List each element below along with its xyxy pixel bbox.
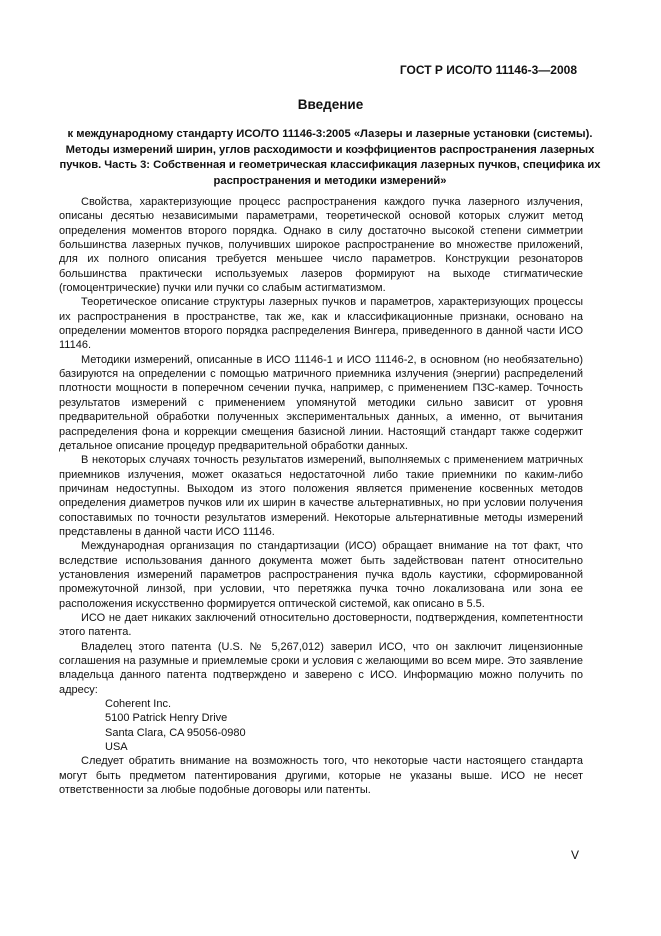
paragraph: Методики измерений, описанные в ИСО 11146-1 и ИСО 11146-2, в основном (но необязательно) базируются на определении с помощью матричного приемника излучения (энергии) распределений плотности мощности в поперечном сечении пучка, например, с применением ПЗС-камер. Точность результатов измерений с применением упомянутой методики сильно зависит от уровня предварительной обработки полученных экспериментальных данных, а именно, от вычитания распределения фона и коррекции смещения базисной линии. Настоящий стандарт также содержит детальное описание процедур предварительной обработки данных. <box>59 353 583 452</box>
paragraph: ИСО не дает никаких заключений относительно достоверности, подтверждения, компетентности этого патента. <box>59 611 583 639</box>
paragraph: Владелец этого патента (U.S. № 5,267,012) заверил ИСО, что он заключит лицензионные соглашения на разумные и приемлемые сроки и условия с желающими во всем мире. Это заявление владельца данного патента подтверждено и заверено с ИСО. Информацию можно получить по адресу: <box>59 640 583 696</box>
address-line: Coherent Inc. <box>105 698 172 711</box>
address-line: Santa Clara, CA 95056-0980 <box>105 726 246 739</box>
paragraph: Следует обратить внимание на возможность того, что некоторые части настоящего стандарта могут быть предметом патентирования другими, которые не указаны выше. ИСО не несет ответственности за любые подобные договоры или патенты. <box>59 755 583 797</box>
document-header: ГОСТ Р ИСО/ТО 11146-3—2008 <box>399 63 577 77</box>
paragraph: Теоретическое описание структуры лазерных пучков и параметров, характеризующих процессы их распространения в пространстве, так же, как и классификационные признаки, основано на определении моментов второго порядка распределения Вингера, приведенного в данной части ИСО 11146. <box>59 296 583 352</box>
address-line: USA <box>105 741 128 754</box>
paragraph: Свойства, характеризующие процесс распространения каждого пучка лазерного излучения, описаны десятью независимыми параметрами, теоретической основой которых служит метод определения моментов второго порядка. Однако в силу достаточно высокой степени симметрии большинства лазерных пучков, получивших широкое распространение во множестве приложений, для их полного описания требуется меньшее число параметров. Конструкции резонаторов большинства практически используемых лазеров формируют на выходе стигматические (гомоцентрические) пучки или пучки со слабым астигматизмом. <box>59 196 583 295</box>
paragraph: В некоторых случаях точность результатов измерений, выполняемых с применением матричных приемников излучения, может оказаться недостаточной либо такие приемники по каким-либо причинам недоступны. Выходом из этого положения является применение косвенных методов определения диаметров пучков или их ширин в качестве альтернативных, но при условии получения сопоставимых по точности результатов измерений. Некоторые альтернативные методы измерений представлены в данной части ИСО 11146. <box>59 454 583 538</box>
paragraph: Международная организация по стандартизации (ИСО) обращает внимание на тот факт, что вследствие использования данного документа может быть задействован патент относительно установления измерений параметров распространения пучка вдоль каустики, сформированной промежуточной линзой, при условии, что перетяжка пучка точно локализована или зона ее расположения искусственно формируется оптической системой, как описано в 5.5. <box>59 540 583 610</box>
page-number: V <box>570 848 579 862</box>
section-subtitle: к международному стандарту ИСО/ТО 11146-3:2005 «Лазеры и лазерные установки (системы). Методы измерений ширин, углов расходимости и коэффициентов распространения лазерных пучков. Часть 3: Собственная и геометрическая классификация лазерных пучков, специфика их распространения и методики измерений» <box>59 128 601 187</box>
section-title: Введение <box>297 97 364 112</box>
body-text <box>59 195 583 797</box>
address-line: 5100 Patrick Henry Drive <box>105 712 228 725</box>
